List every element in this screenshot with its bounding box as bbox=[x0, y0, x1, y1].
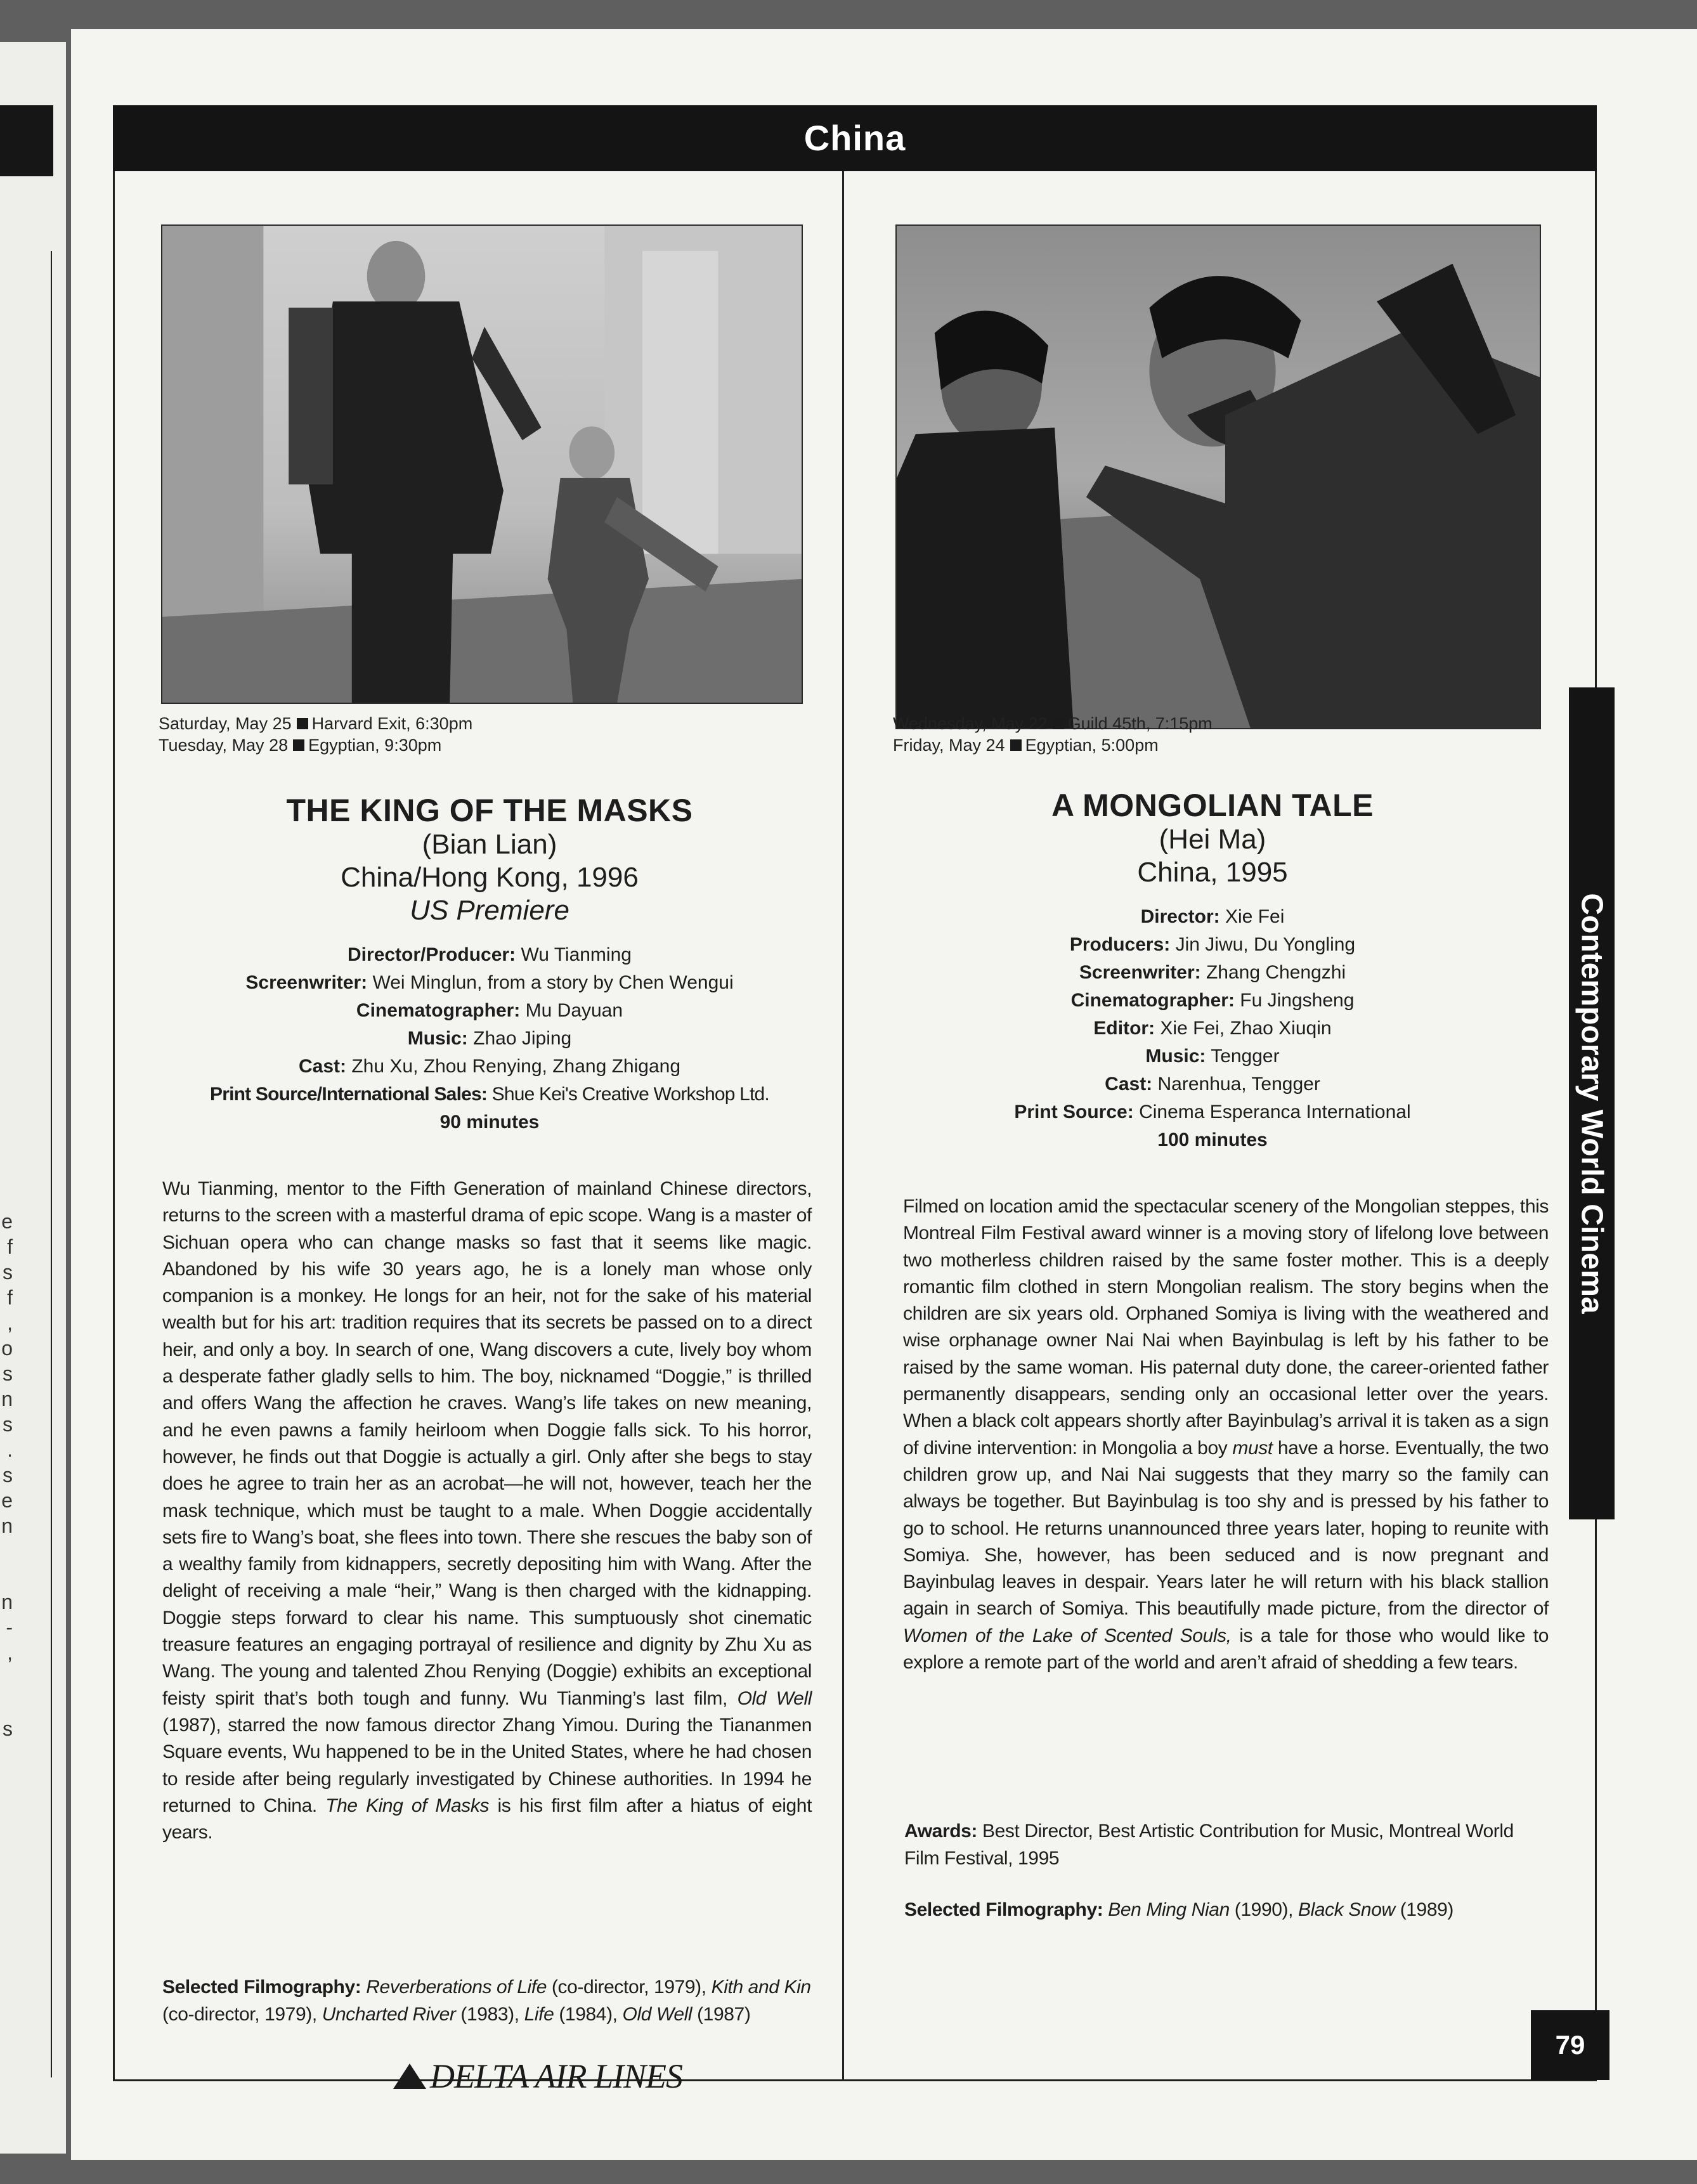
credit-row: Print Source: Cinema Esperanca International bbox=[1014, 1102, 1411, 1122]
previous-page-fragment: s bbox=[3, 1464, 13, 1486]
schedule-row: Tuesday, May 28 Egyptian, 9:30pm bbox=[159, 736, 442, 755]
credit-row: Print Source/International Sales: Shue Kei's Creative Workshop Ltd. bbox=[210, 1084, 769, 1105]
side-tab-label: Contemporary World Cinema bbox=[1575, 893, 1609, 1314]
previous-page-text-fragments bbox=[0, 1209, 13, 1741]
film-header-right bbox=[908, 788, 1517, 1154]
screening-schedule-right bbox=[893, 713, 1527, 756]
previous-page-fragment: n bbox=[1, 1514, 13, 1537]
section-banner: China bbox=[113, 105, 1597, 171]
awards-right: Awards: Best Director, Best Artistic Contribution for Music, Montreal World Film Festival, 1995 bbox=[904, 1821, 1514, 1869]
previous-page-fragment: s bbox=[3, 1362, 13, 1385]
previous-page-banner bbox=[0, 105, 53, 176]
previous-page-fragment: e bbox=[1, 1489, 13, 1512]
column-divider bbox=[842, 171, 844, 2081]
film-title: A MONGOLIAN TALE bbox=[1051, 788, 1374, 823]
section-side-tab bbox=[1569, 687, 1615, 1519]
schedule-row: Saturday, May 25 Harvard Exit, 6:30pm bbox=[159, 714, 473, 733]
previous-page-fragment: f bbox=[7, 1235, 13, 1258]
bullet-square-icon bbox=[1010, 739, 1022, 751]
filmography-right: Selected Filmography: Ben Ming Nian (1990), Black Snow (1989) bbox=[904, 1899, 1454, 1920]
credit-row: Director: Xie Fei bbox=[1140, 906, 1285, 927]
previous-page-fragment: f bbox=[7, 1286, 13, 1309]
credits-list bbox=[160, 941, 819, 1136]
synopsis-left: Wu Tianming, mentor to the Fifth Generation of mainland Chinese directors, returns to the screen with a masterful drama of epic scope. Wang is a master of Sichuan opera who can change masks so fast that it seems like magic. Abandoned by his wife 30 years ago, he is a lonely man whose only companion is a monkey. He longs for an heir, not for the sake of his material wealth but for his art: tradition requires that its secrets be passed on to a direct heir, and only a boy. In search of one, Wang discovers a cute, lively boy whom a desperate father gladly sells to him. The boy, nicknamed “Doggie,” is thrilled and offers Wang the affection he craves. Wang’s life takes on new meaning, and he even pawns a family heirloom when Doggie falls sick. To his horror, however, he finds out that Doggie is actually a girl. Only after she begs to stay does he agree to train her as an acrobat—he will not, however, teach her the mask technique, which must be taught to a male. When Doggie accidentally sets fire to Wang’s boat, she flees into town. There she rescues the baby son of a wealthy family from kidnappers, secretly depositing him with Wang. After the delight of receiving a male “heir,” Wang is then charged with the kidnapping. Doggie steps forward to clear his name. This sumptuously shot cinematic treasure features an engaging portrayal of resilience and dignity by Zhu Xu as Wang. The young and talented Zhou Renying (Doggie) exhibits an exceptional feisty spirit that’s both tough and funny. Wu Tianming’s last film, Old Well (1987), starred the now famous director Zhang Yimou. During the Tiananmen Square events, Wu happened to be in the United States, where he had chosen to reside after being regularly investigated by Chinese authorities. In 1994 he returned to China. The King of Masks is his first film after a hiatus of eight years. bbox=[162, 1178, 812, 1843]
sponsor-logo: DELTA AIR LINES bbox=[393, 2057, 682, 2095]
film-alt-title: (Hei Ma) bbox=[1159, 824, 1266, 855]
credit-row: Music: Zhao Jiping bbox=[407, 1028, 572, 1049]
previous-page-fragment: o bbox=[1, 1337, 13, 1360]
premiere-label: US Premiere bbox=[410, 895, 569, 926]
bullet-square-icon bbox=[293, 739, 304, 751]
film-alt-title: (Bian Lian) bbox=[422, 829, 557, 860]
previous-page-fragment: , bbox=[7, 1641, 13, 1664]
previous-page-fragment: s bbox=[3, 1261, 13, 1284]
delta-triangle-icon bbox=[393, 2064, 426, 2089]
previous-page-fragment: n bbox=[1, 1388, 13, 1410]
runtime: 90 minutes bbox=[439, 1112, 540, 1133]
runtime: 100 minutes bbox=[1157, 1129, 1268, 1150]
page-number: 79 bbox=[1531, 2010, 1609, 2080]
film-country-year: China/Hong Kong, 1996 bbox=[341, 862, 639, 893]
still-photo-mongolian-tale bbox=[895, 224, 1541, 729]
schedule-row: Wednesday, May 22 Guild 45th, 7:15pm bbox=[893, 714, 1213, 733]
previous-page-fragment: s bbox=[3, 1413, 13, 1436]
film-title: THE KING OF THE MASKS bbox=[286, 793, 693, 828]
credit-row: Cinematographer: Fu Jingsheng bbox=[1070, 990, 1355, 1011]
credit-row: Director/Producer: Wu Tianming bbox=[348, 944, 632, 965]
previous-page-fragment bbox=[0, 1691, 13, 1716]
magazine-page bbox=[71, 29, 1697, 2160]
credit-row: Screenwriter: Wei Minglun, from a story by Chen Wengui bbox=[245, 972, 734, 993]
credit-row: Cast: Narenhua, Tengger bbox=[1105, 1074, 1320, 1095]
film-country-year: China, 1995 bbox=[1137, 857, 1288, 888]
synopsis-right: Filmed on location amid the spectacular scenery of the Mongolian steppes, this Montreal Film Festival award winner is a moving story of lifelong love between two motherless children raised by the same foster mother. This is a deeply romantic film clothed in stern Mongolian realism. The story begins when the children are six years old. Orphaned Somiya is living with the weathered and wise orphanage owner Nai Nai when Bayinbulag is left by his father to be raised by the same woman. His paternal duty done, the career-oriented father permanently disappears, sending only an occasional letter over the years. When a black colt appears shortly after Bayinbulag’s arrival it is taken as a sign of divine intervention: in Mongolia a boy must have a horse. Eventually, the two children grow up, and Nai Nai suggests that they marry so the family can always be together. But Bayinbulag is too shy and is pressed by his father to go to school. He returns unannounced three years later, hoping to reunite with Somiya. She, however, has been seduced and is now pregnant and Bayinbulag leaves in despair. Years later he will return with his black stallion again in search of Somiya. This beautifully made picture, from the director of Women of the Lake of Scented Souls, is a tale for those who would like to explore a remote part of the world and aren’t afraid of shedding a few tears. bbox=[903, 1196, 1549, 1674]
previous-page-fragment: - bbox=[6, 1616, 13, 1639]
previous-page-fragment bbox=[0, 1564, 13, 1589]
credit-row: Producers: Jin Jiwu, Du Yongling bbox=[1069, 934, 1356, 955]
credit-row: Cinematographer: Mu Dayuan bbox=[356, 1000, 623, 1021]
previous-page-fragment: , bbox=[7, 1311, 13, 1334]
previous-page-edge bbox=[0, 42, 66, 2154]
credit-row: Cast: Zhu Xu, Zhou Renying, Zhang Zhigang bbox=[298, 1056, 681, 1077]
previous-page-fragment bbox=[0, 1538, 13, 1564]
bullet-square-icon bbox=[297, 718, 308, 729]
previous-page-fragment: s bbox=[3, 1717, 13, 1740]
previous-page-fragment: e bbox=[1, 1210, 13, 1233]
previous-page-fragment bbox=[0, 1665, 13, 1691]
filmography-left: Selected Filmography: Reverberations of Life (co-director, 1979), Kith and Kin (co-director, 1979), Uncharted River (1983), Life (1984), Old Well (1987) bbox=[162, 1977, 811, 2025]
film-header-left bbox=[160, 793, 819, 1136]
credit-row: Screenwriter: Zhang Chengzhi bbox=[1079, 962, 1346, 983]
previous-page-fragment: . bbox=[7, 1438, 13, 1461]
still-photo-king-of-masks bbox=[161, 224, 803, 704]
schedule-row: Friday, May 24 Egyptian, 5:00pm bbox=[893, 736, 1159, 755]
credit-row: Music: Tengger bbox=[1145, 1046, 1280, 1067]
credits-list bbox=[908, 903, 1517, 1154]
bullet-square-icon bbox=[1053, 718, 1064, 729]
credit-row: Editor: Xie Fei, Zhao Xiuqin bbox=[1093, 1018, 1332, 1039]
previous-page-fragment: n bbox=[1, 1590, 13, 1613]
screening-schedule-left bbox=[159, 713, 793, 756]
previous-page-frame-edge bbox=[51, 251, 52, 2077]
